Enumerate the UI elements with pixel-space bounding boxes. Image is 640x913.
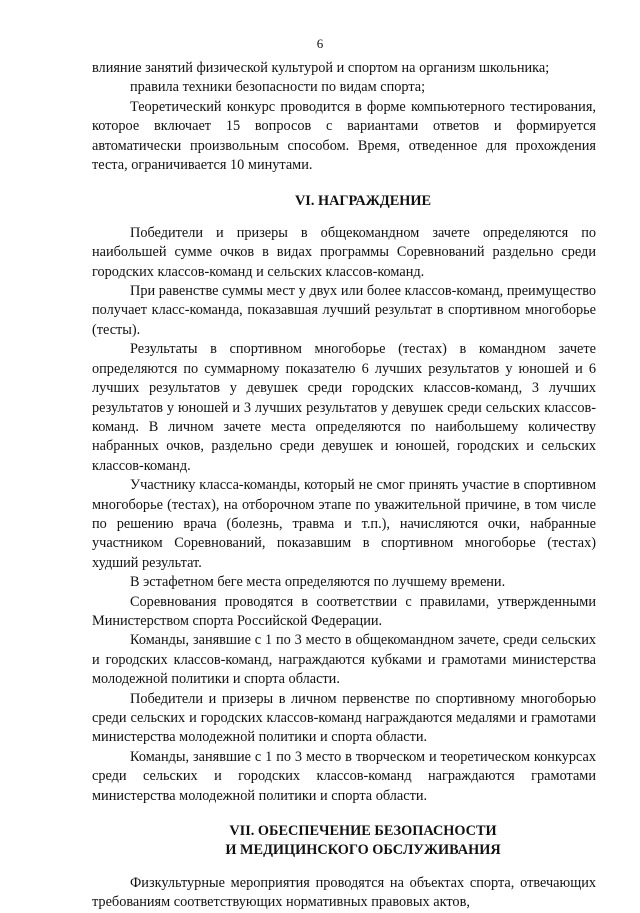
paragraph: Команды, занявшие с 1 по 3 место в общекомандном зачете, среди сельских и городских классов-команд, награждаются кубками и грамотами министерства молодежной политики и спорта области. <box>92 632 596 688</box>
paragraph: В эстафетном беге места определяются по лучшему времени. <box>130 574 506 591</box>
section-heading-line: VII. ОБЕСПЕЧЕНИЕ БЕЗОПАСНОСТИ <box>229 823 497 840</box>
paragraph: Результаты в спортивном многоборье (тестах) в командном зачете определяются по суммарному показателю 6 лучших результатов у юношей и 6 лучших результатов у девушек среди городских классов-команд, 3 лучших результатов у юношей и 3 лучших результатов у девушек среди сельских классов-команд. В личном зачете места определяются по наибольшему количеству набранных очков, раздельно среди девушек и юношей, городских и сельских классов-команд. <box>92 341 596 474</box>
paragraph: Физкультурные мероприятия проводятся на объектах спорта, отвечающих требованиям соответствующих нормативных правовых актов, <box>92 874 596 911</box>
document-body <box>92 59 596 913</box>
page-number: 6 <box>316 36 324 51</box>
section-heading-line: И МЕДИЦИНСКОГО ОБСЛУЖИВАНИЯ <box>225 842 501 859</box>
list-item-continuation: влияние занятий физической культурой и спортом на организм школьника; <box>92 60 550 76</box>
section-heading-safety <box>92 822 596 861</box>
paragraph: Победители и призеры в общекомандном зачете определяются по наибольшей сумме очков в видах программы Соревнований раздельно среди городских классов-команд и сельских классов-команд. <box>92 224 596 280</box>
list-item: правила техники безопасности по видам спорта; <box>130 79 426 96</box>
paragraph: Теоретический конкурс проводится в форме компьютерного тестирования, которое включает 15 вопросов с вариантами ответов и формируется автоматически произвольным способом. Время, отведенное для прохождения теста, ограничивается 10 минутами. <box>92 98 596 174</box>
paragraph: Победители и призеры в личном первенстве по спортивному многоборью среди сельских и городских классов-команд награждаются медалями и грамотами министерства молодежной политики и спорта области. <box>92 690 596 746</box>
section-heading-awards: VI. НАГРАЖДЕНИЕ <box>294 193 432 210</box>
paragraph: При равенстве суммы мест у двух или более классов-команд, преимущество получает класс-команда, показавшая лучший результат в спортивном многоборье (тесты). <box>92 283 596 338</box>
paragraph: Участнику класса-команды, который не смог принять участие в спортивном многоборье (тестах), на отборочном этапе по уважительной причине, в том числе по решению врача (болезнь, травма и т.п.), начисляются очки, набранные участником Соревнований, показавшим в спортивном многоборье (тестах) худший результат. <box>92 477 596 571</box>
paragraph: Соревнования проводятся в соответствии с правилами, утвержденными Министерством спорта Российской Федерации. <box>92 593 596 629</box>
paragraph: Команды, занявшие с 1 по 3 место в творческом и теоретическом конкурсах среди сельских и городских классов-команд награждаются грамотами министерства молодежной политики и спорта области. <box>92 748 596 804</box>
